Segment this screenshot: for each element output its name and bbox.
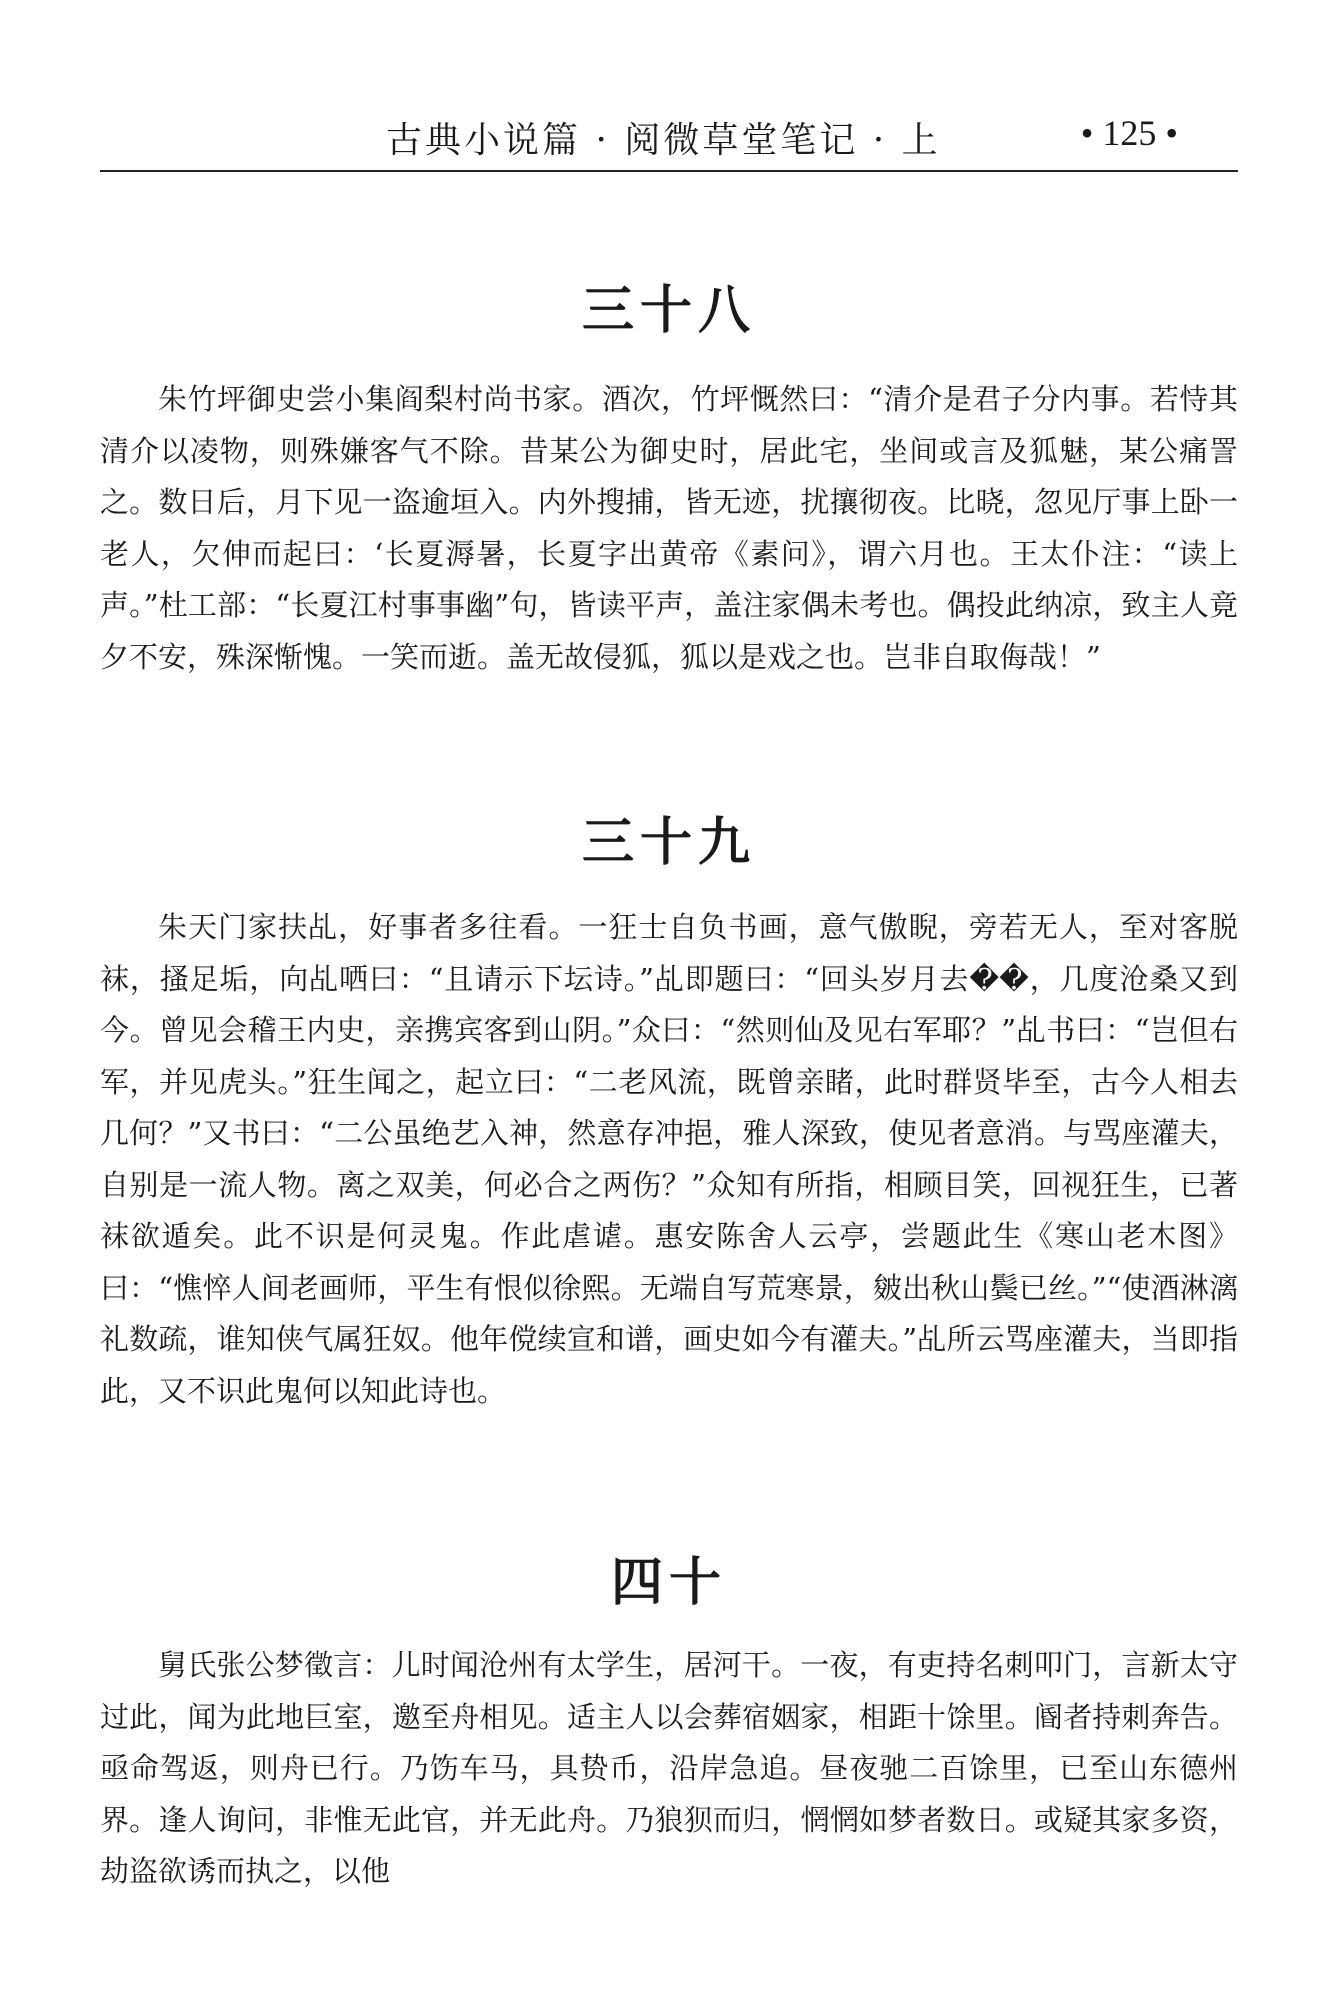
page-number: • 125 •	[1080, 113, 1178, 153]
section-38-paragraph: 朱竹坪御史尝小集阎梨村尚书家。酒次，竹坪慨然曰：“清介是君子分内事。若恃其清介以凌物，则殊嫌客气不除。昔某公为御史时，居此宅，坐间或言及狐魅，某公痛詈之。数日后，月下见一盗逾垣入。内外搜捕，皆无迹，扰攘彻夜。比晓，忽见厅事上卧一老人，欠伸而起曰：‘长夏溽暑，长夏字出黄帝《素问》，谓六月也。王太仆注：“读上声。”杜工部：“长夏江村事事幽”句，皆读平声，盖注家偶未考也。偶投此纳凉，致主人竟夕不安，殊深惭愧。一笑而逝。盖无故侵狐，狐以是戏之也。岂非自取侮哉！”	[100, 382, 1238, 674]
running-header	[100, 108, 1238, 168]
section-40-paragraph: 舅氏张公梦徵言：儿时闻沧州有太学生，居河干。一夜，有吏持名刺叩门，言新太守过此，闻为此地巨室，邀至舟相见。适主人以会葬宿姻家，相距十馀里。阍者持刺奔告。亟命驾返，则舟已行。乃饬车马，具贽币，沿岸急追。昼夜驰二百馀里，已至山东德州界。逢人询问，非惟无此官，并无此舟。乃狼狈而归，惘惘如梦者数日。或疑其家多资，劫盗欲诱而执之，以他	[100, 1648, 1238, 1888]
section-39-paragraph: 朱天门家扶乩，好事者多往看。一狂士自负书画，意气傲睨，旁若无人，至对客脱袜，搔足垢，向乩哂曰：“且请示下坛诗。”乩即题曰：“回头岁月去��，几度沧桑又到今。曾见会稽王内史，亲携宾客到山阴。”众曰：“然则仙及见右军耶？”乩书曰：“岂但右军，并见虎头。”狂生闻之，起立曰：“二老风流，既曾亲睹，此时群贤毕至，古今人相去几何？”又书曰：“二公虽绝艺入神，然意存冲挹，雅人深致，使见者意消。与骂座灌夫，自别是一流人物。离之双美，何必合之两伤？”众知有所指，相顾目笑，回视狂生，已著袜欲遁矣。此不识是何灵鬼。作此虐谑。惠安陈舍人云亭，尝题此生《寒山老木图》曰：“憔悴人间老画师，平生有恨似徐熙。无端自写荒寒景，皴出秋山鬓已丝。”“使酒淋漓礼数疏，谁知侠气属狂奴。他年傥续宣和谱，画史如今有灌夫。”乩所云骂座灌夫，当即指此，又不识此鬼何以知此诗也。	[100, 910, 1238, 1408]
header-book-title: 古典小说篇 · 阅微草堂笔记 · 上	[386, 120, 941, 161]
section-heading-40: 四十	[610, 1553, 727, 1613]
section-heading-39: 三十九	[581, 813, 756, 873]
section-heading-38: 三十八	[581, 281, 756, 341]
header-divider	[100, 170, 1238, 172]
